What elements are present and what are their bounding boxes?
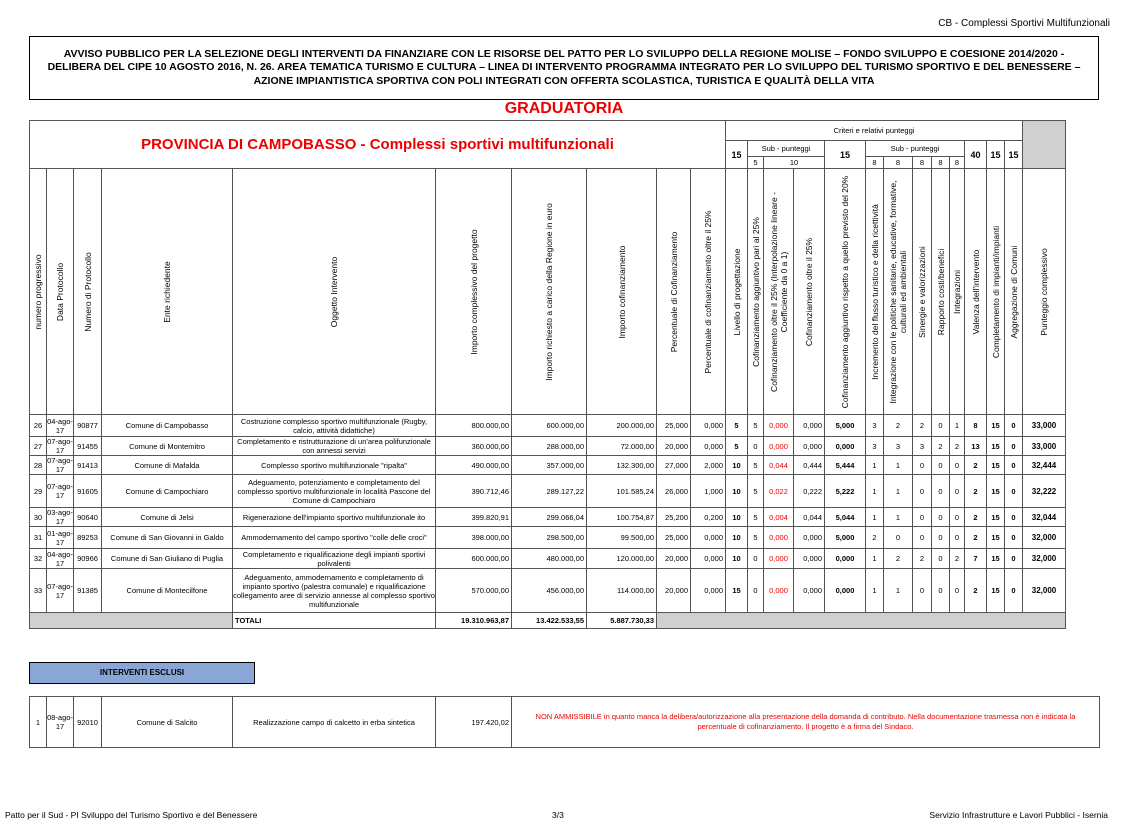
cell-comp: 15 <box>987 549 1005 569</box>
cell-val: 7 <box>965 549 987 569</box>
province-title: PROVINCIA DI CAMPOBASSO - Complessi sportivi multifunzionali <box>30 121 726 169</box>
cell-reg: 456.000,00 <box>512 569 587 613</box>
cell-c: 3 <box>913 437 932 456</box>
cell-liv: 10 <box>726 456 748 475</box>
column-header <box>30 169 47 415</box>
excluded-label: INTERVENTI ESCLUSI <box>29 662 255 684</box>
cell-imp: 398.000,00 <box>436 527 512 549</box>
document-header-label: CB - Complessi Sportivi Multifunzionali <box>938 18 1110 29</box>
points-cof20: 15 <box>825 141 866 169</box>
cell-e: 2 <box>950 437 965 456</box>
cell-val: 13 <box>965 437 987 456</box>
table-row <box>30 697 1100 748</box>
cell-b: 3 <box>884 437 913 456</box>
cell-val: 2 <box>965 508 987 527</box>
cell-d: 0 <box>932 569 950 613</box>
column-header-label: Percentuale di Cofinanziamento <box>668 231 679 352</box>
cell-perc: 25,000 <box>657 527 691 549</box>
cell-tot: 33,000 <box>1023 437 1066 456</box>
column-header <box>47 169 74 415</box>
column-header-label: Incremento del flusso turistico e della ricettività <box>869 203 880 380</box>
cell-comp: 15 <box>987 569 1005 613</box>
column-header <box>987 169 1005 415</box>
cell-a: 1 <box>866 475 884 508</box>
column-header <box>587 169 657 415</box>
sub-scores-header: Sub - punteggi <box>748 141 825 157</box>
cell-co25: 0,000 <box>794 527 825 549</box>
cell-c20: 5,222 <box>825 475 866 508</box>
cell-c25: 5 <box>748 456 764 475</box>
excluded-note: NON AMMISSIBILE in quanto manca la delibera/autorizzazione alla presentazione della domanda di contributo. Nella documentazione trasmessa non è indicata la percentuale di cofinanziamento. Il progetto è a firma del Sindaco. <box>512 697 1100 748</box>
column-header-label: Importo complessivo del progetto <box>468 228 479 355</box>
column-header-label: Importo cofinanziamento <box>616 244 627 339</box>
cell-prot: 91455 <box>74 437 102 456</box>
cell-perc: 26,000 <box>657 475 691 508</box>
table-row <box>30 456 1066 475</box>
notice-title: AVVISO PUBBLICO PER LA SELEZIONE DEGLI INTERVENTI DA FINANZIARE CON LE RISORSE DEL PATTO PER LO SVILUPPO DELLA REGIONE MOLISE – FONDO SVILUPPO E COESIONE 2014/2020 - DELIBERA DEL CIPE 10 AGOSTO 2016, N. 26. AREA TEMATICA TURISMO E CULTURA – LINEA DI INTERVENTO PROGRAMMA INTEGRATO PER LO SVILUPPO DEL TURISMO SPORTIVO E DEL BENESSERE – AZIONE IMPIANTISTICA SPORTIVA CON POLI INTEGRATI CON OFFERTA SCOLASTICA, TURISTICA E QUALITÀ DELLA VITA <box>29 36 1099 100</box>
cell-liv: 10 <box>726 475 748 508</box>
table-row <box>30 527 1066 549</box>
column-header <box>884 169 913 415</box>
cell-tot: 32,000 <box>1023 549 1066 569</box>
cell-comp: 15 <box>987 456 1005 475</box>
cell-n: 33 <box>30 569 47 613</box>
cell-a: 3 <box>866 415 884 437</box>
points-completamento: 15 <box>987 141 1005 169</box>
cell-coeff: 0,000 <box>764 569 794 613</box>
column-header-label: Importo richiesto a carico della Regione in euro <box>544 202 554 381</box>
cell-val: 2 <box>965 569 987 613</box>
cell-reg: 480.000,00 <box>512 549 587 569</box>
excluded-oggetto: Realizzazione campo di calcetto in erba sintetica <box>233 697 436 748</box>
totals-label: TOTALI <box>233 613 436 629</box>
totals-regione: 13.422.533,55 <box>512 613 587 629</box>
column-header-label: Punteggio complessivo <box>1039 247 1049 336</box>
cell-c: 0 <box>913 527 932 549</box>
cell-oltre: 0,000 <box>691 549 726 569</box>
cell-cof: 100.754,87 <box>587 508 657 527</box>
excluded-protocol: 92010 <box>74 697 102 748</box>
cell-co25: 0,000 <box>794 437 825 456</box>
cell-data: 04-ago-17 <box>47 416 73 435</box>
column-header-label: Aggregazione di Comuni <box>1008 244 1019 339</box>
excluded-importo: 197.420,02 <box>436 697 512 748</box>
column-header-label: numero progressivo <box>33 253 43 330</box>
cell-d: 0 <box>932 456 950 475</box>
cell-coeff: 0,000 <box>764 415 794 437</box>
cell-tot: 33,000 <box>1023 415 1066 437</box>
cell-perc: 20,000 <box>657 549 691 569</box>
cell-ente: Comune di Jelsi <box>102 508 233 527</box>
column-header <box>691 169 726 415</box>
graduatoria-title: GRADUATORIA <box>504 100 624 117</box>
excluded-ente: Comune di Salcito <box>102 697 233 748</box>
cell-reg: 600.000,00 <box>512 415 587 437</box>
cell-ente: Comune di Mafalda <box>102 456 233 475</box>
cell-c25: 5 <box>748 415 764 437</box>
cell-comp: 15 <box>987 475 1005 508</box>
cell-ente: Comune di Campobasso <box>102 415 233 437</box>
cell-liv: 15 <box>726 569 748 613</box>
column-header <box>74 169 102 415</box>
cell-reg: 298.500,00 <box>512 527 587 549</box>
cell-data: 07-ago-17 <box>47 475 74 508</box>
column-header-label: Ente richiedente <box>162 260 172 323</box>
points-aggregazione: 15 <box>1005 141 1023 169</box>
cell-oltre: 0,000 <box>691 437 726 456</box>
cell-agg: 0 <box>1005 569 1023 613</box>
column-header <box>825 169 866 415</box>
cell-oggetto: Costruzione complesso sportivo multifunzionale (Rugby, calcio, attività didattiche) <box>233 415 436 437</box>
cell-e: 0 <box>950 456 965 475</box>
cell-tot: 32,444 <box>1023 456 1066 475</box>
cell-c25: 5 <box>748 475 764 508</box>
cell-ente: Comune di Montecilfone <box>102 569 233 613</box>
points-sub10: 10 <box>764 157 825 169</box>
column-header-label: Cofinanziamento oltre il 25% (Interpolazione lineare - Coefficiente da 0 a 1) <box>768 191 789 392</box>
cell-oggetto: Adeguamento, ammodernamento e completamento di impianto sportivo (palestra comunale) e riqualificazione collegamento aree di servizio annesse al complesso sportivo multifunzionale <box>233 569 436 613</box>
cell-cof: 120.000,00 <box>587 549 657 569</box>
column-header <box>932 169 950 415</box>
cell-agg: 0 <box>1005 437 1023 456</box>
cell-d: 0 <box>932 415 950 437</box>
column-header <box>965 169 987 415</box>
cell-n: 26 <box>30 415 47 437</box>
points-8: 8 <box>884 157 913 169</box>
cell-agg: 0 <box>1005 456 1023 475</box>
cell-val: 8 <box>965 415 987 437</box>
cell-b: 1 <box>884 475 913 508</box>
totals-cofinanziamento: 5.887.730,33 <box>587 613 657 629</box>
cell-oggetto: Rigenerazione dell'impianto sportivo multifunzionale ito <box>233 508 436 527</box>
cell-cof: 101.585,24 <box>587 475 657 508</box>
cell-cof: 72.000,00 <box>587 437 657 456</box>
cell-data: 07-ago-17 <box>47 569 74 613</box>
cell-e: 0 <box>950 475 965 508</box>
cell-oggetto: Completamento e riqualificazione degli impianti sportivi polivalenti <box>233 549 436 569</box>
points-8: 8 <box>866 157 884 169</box>
cell-cof: 200.000,00 <box>587 415 657 437</box>
points-8: 8 <box>932 157 950 169</box>
points-valenza: 40 <box>965 141 987 169</box>
cell-liv: 10 <box>726 508 748 527</box>
column-header-label: Integrazioni <box>952 269 962 314</box>
cell-c20: 0,000 <box>825 569 866 613</box>
column-header <box>102 169 233 415</box>
cell-coeff: 0,044 <box>764 456 794 475</box>
cell-e: 0 <box>950 508 965 527</box>
cell-co25: 0,222 <box>794 475 825 508</box>
table-row <box>30 549 1066 569</box>
cell-co25: 0,044 <box>794 508 825 527</box>
cell-c20: 5,000 <box>825 415 866 437</box>
table-row <box>30 569 1066 613</box>
points-8: 8 <box>913 157 932 169</box>
cell-n: 30 <box>30 508 47 527</box>
cell-liv: 10 <box>726 549 748 569</box>
cell-tot: 32,000 <box>1023 569 1066 613</box>
cell-prot: 90966 <box>74 549 102 569</box>
cell-oltre: 0,000 <box>691 415 726 437</box>
cell-agg: 0 <box>1005 475 1023 508</box>
cell-a: 1 <box>866 569 884 613</box>
cell-b: 1 <box>884 456 913 475</box>
cell-tot: 32,222 <box>1023 475 1066 508</box>
cell-data: 01-ago-17 <box>47 528 73 547</box>
cell-coeff: 0,004 <box>764 508 794 527</box>
cell-co25: 0,000 <box>794 549 825 569</box>
cell-e: 0 <box>950 569 965 613</box>
cell-co25: 0,444 <box>794 456 825 475</box>
cell-comp: 15 <box>987 415 1005 437</box>
cell-imp: 570.000,00 <box>436 569 512 613</box>
cell-n: 32 <box>30 549 47 569</box>
cell-prot: 89253 <box>74 527 102 549</box>
cell-b: 2 <box>884 549 913 569</box>
cell-data: 07-ago-17 <box>47 456 73 474</box>
points-sub5: 5 <box>748 157 764 169</box>
cell-b: 2 <box>884 415 913 437</box>
totals-importo: 19.310.963,87 <box>436 613 512 629</box>
ranking-table <box>29 120 1066 629</box>
cell-prot: 91605 <box>74 475 102 508</box>
cell-oltre: 0,000 <box>691 527 726 549</box>
cell-n: 28 <box>30 456 47 475</box>
cell-imp: 800.000,00 <box>436 415 512 437</box>
cell-ente: Comune di San Giuliano di Puglia <box>102 549 233 569</box>
cell-c25: 5 <box>748 508 764 527</box>
cell-c: 2 <box>913 415 932 437</box>
column-header-label: Sinergie e valorizzazioni <box>917 245 927 338</box>
cell-oltre: 1,000 <box>691 475 726 508</box>
cell-b: 1 <box>884 569 913 613</box>
cell-c20: 0,000 <box>825 437 866 456</box>
cell-coeff: 0,022 <box>764 475 794 508</box>
cell-prot: 91413 <box>74 456 102 475</box>
column-header-label: Livello di progettazione <box>731 248 742 335</box>
table-row <box>30 415 1066 437</box>
cell-c25: 0 <box>748 569 764 613</box>
cell-imp: 490.000,00 <box>436 456 512 475</box>
footer-right: Servizio Infrastrutture e Lavori Pubblici - Isernia <box>929 810 1108 820</box>
cell-oltre: 2,000 <box>691 456 726 475</box>
cell-c20: 5,000 <box>825 527 866 549</box>
cell-a: 2 <box>866 527 884 549</box>
cell-ente: Comune di Campochiaro <box>102 475 233 508</box>
cell-comp: 15 <box>987 527 1005 549</box>
column-header-label: Percentuale di cofinanziamento oltre il 25% <box>703 210 713 374</box>
cell-cof: 114.000,00 <box>587 569 657 613</box>
table-row <box>30 508 1066 527</box>
excluded-num: 1 <box>30 697 47 748</box>
cell-liv: 10 <box>726 527 748 549</box>
column-header <box>764 169 794 415</box>
score-header-block <box>1023 121 1066 169</box>
cell-liv: 5 <box>726 437 748 456</box>
cell-b: 1 <box>884 508 913 527</box>
cell-n: 27 <box>30 437 47 456</box>
cell-tot: 32,044 <box>1023 508 1066 527</box>
column-header <box>726 169 748 415</box>
points-livello: 15 <box>726 141 748 169</box>
cell-oggetto: Completamento e ristrutturazione di un'area polifunzionale con annessi servizi <box>233 437 436 456</box>
column-header <box>794 169 825 415</box>
cell-perc: 27,000 <box>657 456 691 475</box>
column-header <box>748 169 764 415</box>
cell-imp: 390.712,46 <box>436 475 512 508</box>
cell-agg: 0 <box>1005 549 1023 569</box>
cell-c25: 0 <box>748 549 764 569</box>
cell-cof: 99.500,00 <box>587 527 657 549</box>
column-header <box>1023 169 1066 415</box>
cell-data: 04-ago-17 <box>47 549 73 568</box>
column-header-label: Integrazione con le politiche sanitarie, educative, formative, culturali ed ambientali <box>888 180 908 404</box>
column-header <box>913 169 932 415</box>
totals-row <box>30 613 1066 629</box>
cell-data: 07-ago-17 <box>47 437 73 455</box>
column-header <box>1005 169 1023 415</box>
page-number: 3/3 <box>552 810 564 820</box>
cell-oltre: 0,000 <box>691 569 726 613</box>
cell-coeff: 0,000 <box>764 527 794 549</box>
cell-reg: 299.066,04 <box>512 508 587 527</box>
cell-e: 1 <box>950 415 965 437</box>
cell-d: 0 <box>932 527 950 549</box>
cell-co25: 0,000 <box>794 569 825 613</box>
cell-reg: 289.127,22 <box>512 475 587 508</box>
cell-e: 0 <box>950 527 965 549</box>
cell-agg: 0 <box>1005 508 1023 527</box>
column-header <box>657 169 691 415</box>
column-header-label: Completamento di impianti/impianti <box>990 225 1001 358</box>
cell-c: 0 <box>913 508 932 527</box>
column-header-label: Oggetto Intervento <box>329 256 339 327</box>
cell-c: 2 <box>913 549 932 569</box>
table-body <box>30 415 1066 613</box>
footer-left: Patto per il Sud - PI Sviluppo del Turismo Sportivo e del Benessere <box>5 810 258 820</box>
points-8: 8 <box>950 157 965 169</box>
cell-liv: 5 <box>726 415 748 437</box>
cell-b: 0 <box>884 527 913 549</box>
cell-coeff: 0,000 <box>764 437 794 456</box>
cell-c20: 5,044 <box>825 508 866 527</box>
cell-e: 2 <box>950 549 965 569</box>
column-header <box>866 169 884 415</box>
cell-prot: 90877 <box>74 415 102 437</box>
excluded-date: 08-ago-17 <box>47 697 74 748</box>
column-header <box>950 169 965 415</box>
cell-prot: 91385 <box>74 569 102 613</box>
cell-c20: 5,444 <box>825 456 866 475</box>
column-header-label: Cofinanziamento aggiuntivo rispetto a quello previsto del 20% <box>840 175 850 408</box>
cell-comp: 15 <box>987 508 1005 527</box>
cell-c: 0 <box>913 456 932 475</box>
cell-c: 0 <box>913 475 932 508</box>
column-header-label: Numero di Protocollo <box>82 251 93 332</box>
cell-c25: 5 <box>748 527 764 549</box>
cell-d: 0 <box>932 508 950 527</box>
cell-c: 0 <box>913 569 932 613</box>
column-header-label: Cofinanziamento oltre il 25% <box>804 237 814 346</box>
sub-scores-header: Sub - punteggi <box>866 141 965 157</box>
column-header <box>233 169 436 415</box>
table-row <box>30 475 1066 508</box>
cell-perc: 20,000 <box>657 569 691 613</box>
cell-co25: 0,000 <box>794 415 825 437</box>
cell-reg: 357.000,00 <box>512 456 587 475</box>
cell-ente: Comune di Montemitro <box>102 437 233 456</box>
cell-prot: 90640 <box>74 508 102 527</box>
cell-oggetto: Complesso sportivo multifunzionale "ripalta" <box>233 456 436 475</box>
cell-agg: 0 <box>1005 527 1023 549</box>
cell-d: 0 <box>932 475 950 508</box>
cell-oggetto: Adeguamento, potenziamento e completamento del complesso sportivo multifunzionale in località Pascone del Comune di Campochiaro <box>233 475 436 508</box>
cell-a: 1 <box>866 508 884 527</box>
column-header-label: Valenza dell'intervento <box>970 249 981 334</box>
cell-val: 2 <box>965 527 987 549</box>
cell-coeff: 0,000 <box>764 549 794 569</box>
cell-a: 3 <box>866 437 884 456</box>
cell-c25: 0 <box>748 437 764 456</box>
cell-data: 03-ago-17 <box>47 508 73 526</box>
cell-val: 2 <box>965 475 987 508</box>
column-header <box>436 169 512 415</box>
cell-a: 1 <box>866 549 884 569</box>
cell-perc: 25,000 <box>657 415 691 437</box>
cell-comp: 15 <box>987 437 1005 456</box>
column-header-label: Data Protocollo <box>55 262 65 321</box>
column-header <box>512 169 587 415</box>
cell-tot: 32,000 <box>1023 527 1066 549</box>
cell-d: 0 <box>932 549 950 569</box>
excluded-table <box>29 696 1100 748</box>
cell-c20: 0,000 <box>825 549 866 569</box>
cell-oltre: 0,200 <box>691 508 726 527</box>
column-header-label: Cofinanziamento aggiuntivo pari al 25% <box>750 216 761 367</box>
cell-perc: 20,000 <box>657 437 691 456</box>
cell-oggetto: Ammodernamento del campo sportivo "colle delle croci" <box>233 527 436 549</box>
cell-imp: 600.000,00 <box>436 549 512 569</box>
table-row <box>30 437 1066 456</box>
criteria-header: Criteri e relativi punteggi <box>726 121 1023 141</box>
cell-n: 31 <box>30 527 47 549</box>
cell-val: 2 <box>965 456 987 475</box>
cell-reg: 288.000,00 <box>512 437 587 456</box>
cell-agg: 0 <box>1005 415 1023 437</box>
column-headers <box>30 169 1066 415</box>
cell-a: 1 <box>866 456 884 475</box>
column-header-label: Rapporto costi/benefici <box>935 248 946 335</box>
cell-d: 2 <box>932 437 950 456</box>
cell-n: 29 <box>30 475 47 508</box>
cell-imp: 399.820,91 <box>436 508 512 527</box>
cell-cof: 132.300,00 <box>587 456 657 475</box>
cell-imp: 360.000,00 <box>436 437 512 456</box>
cell-ente: Comune di San Giovanni in Galdo <box>102 527 233 549</box>
cell-perc: 25,200 <box>657 508 691 527</box>
